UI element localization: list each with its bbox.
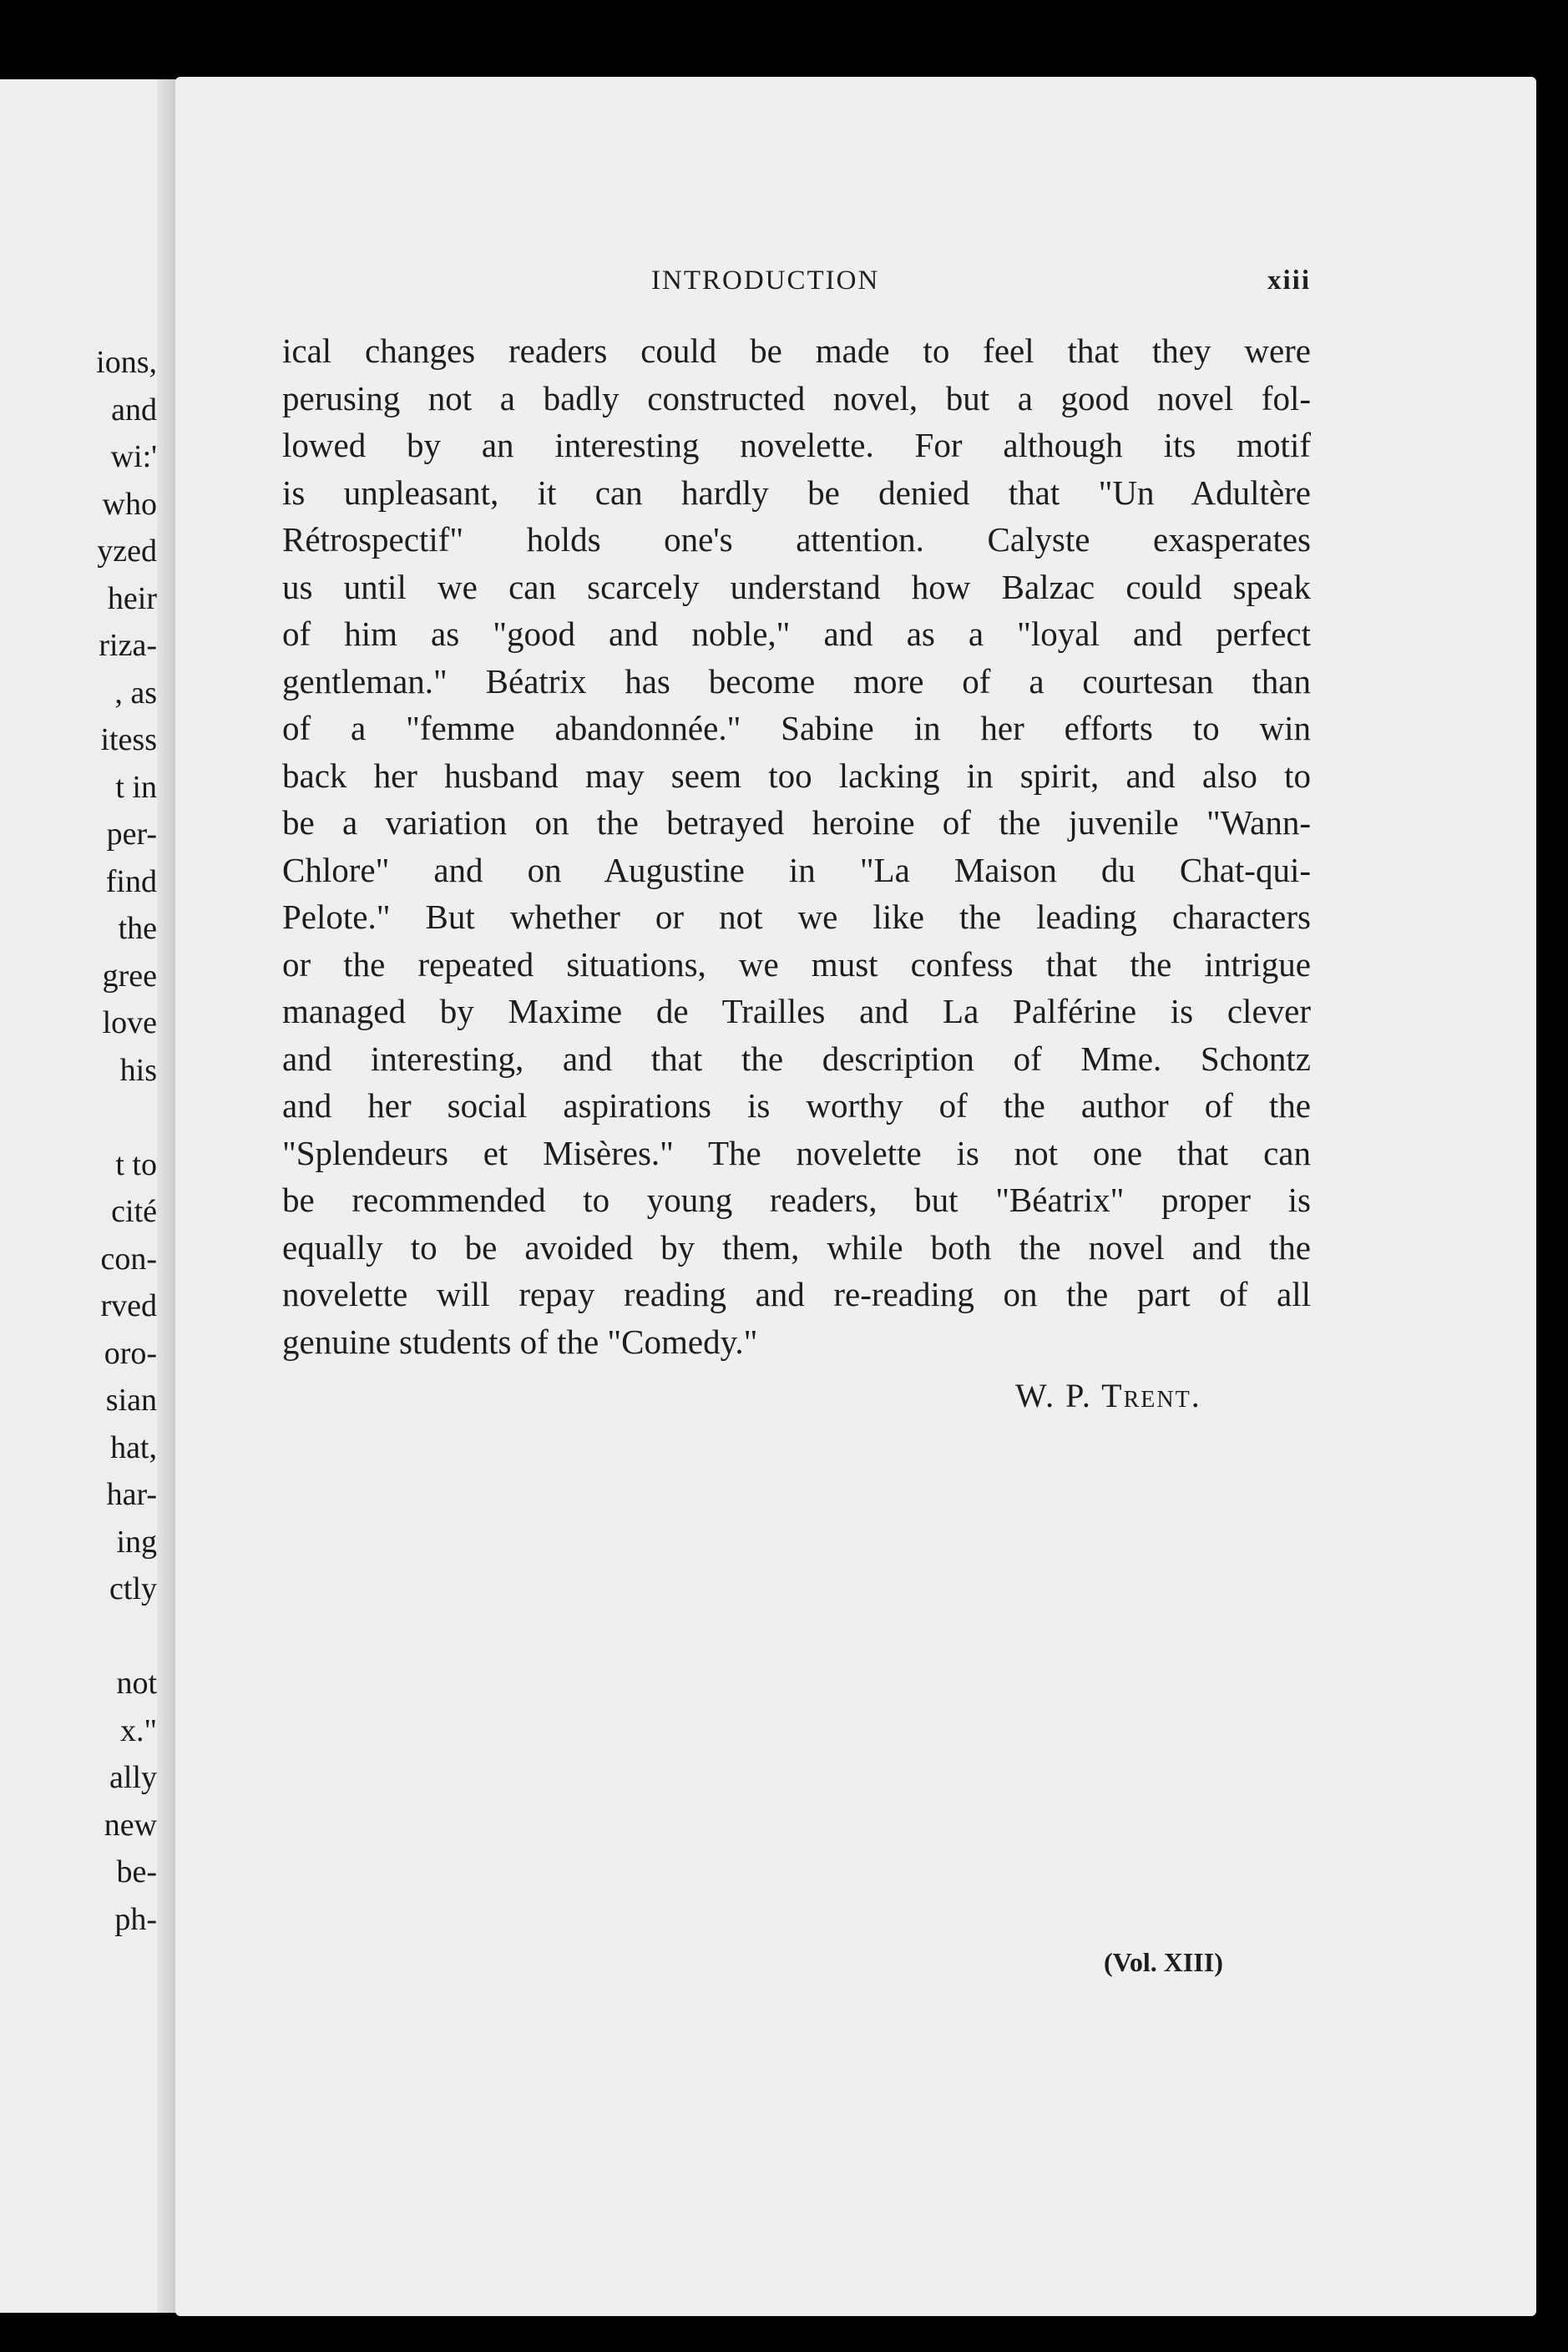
body-line: ical changes readers could be made to feel that they were	[282, 331, 1311, 370]
body-line: or the repeated situations, we must confess that the intrigue	[282, 944, 1311, 984]
page-number: xiii	[1267, 266, 1311, 296]
facing-page-line: riza-	[99, 628, 157, 663]
facing-page-line: t to	[115, 1147, 157, 1182]
facing-page-line: x."	[119, 1713, 157, 1748]
facing-page-line: not	[116, 1666, 157, 1701]
body-line: novelette will repay reading and re-reading on the part of all	[282, 1275, 1311, 1313]
facing-page-line: ing	[116, 1525, 157, 1560]
facing-page-line: love	[102, 1005, 157, 1040]
body-line: us until we can scarcely understand how Balzac could speak	[282, 567, 1311, 606]
facing-page-line: yzed	[97, 534, 157, 569]
facing-page-line: ions,	[96, 345, 157, 380]
running-title: INTRODUCTION	[651, 266, 880, 296]
body-line: and her social aspirations is worthy of the author of the	[282, 1086, 1311, 1125]
body-line: back her husband may seem too lacking in spirit, and also to	[282, 756, 1311, 795]
facing-page-line: find	[105, 864, 157, 899]
facing-page-line: new	[104, 1808, 157, 1843]
facing-page-line: oro-	[104, 1336, 157, 1371]
facing-page	[0, 79, 175, 2313]
facing-page-line: con-	[100, 1242, 157, 1277]
body-line: perusing not a badly constructed novel, but a good novel fol-	[282, 378, 1311, 417]
facing-page-line: cité	[111, 1194, 157, 1229]
facing-page-line: hat,	[110, 1430, 157, 1465]
facing-page-line: be-	[116, 1854, 157, 1889]
facing-page-line: and	[111, 392, 157, 427]
body-line: Pelote." But whether or not we like the leading characters	[282, 898, 1311, 936]
body-line: lowed by an interesting novelette. For although its motif	[282, 426, 1311, 464]
facing-page-line: who	[102, 487, 157, 522]
facing-page-line: ally	[109, 1760, 157, 1795]
facing-page-line: t in	[115, 770, 157, 805]
facing-page-line: heir	[107, 581, 157, 616]
body-line: Chlore" and on Augustine in "La Maison du Chat-qui-	[282, 850, 1311, 889]
volume-label: (Vol. XIII)	[1104, 1947, 1223, 1977]
facing-page-line: wi:'	[110, 439, 157, 474]
body-line: and interesting, and that the description of Mme. Schontz	[282, 1039, 1311, 1078]
body-line: "Splendeurs et Misères." The novelette is not one that can	[282, 1133, 1311, 1172]
body-line: be recommended to young readers, but "Béatrix" proper is	[282, 1181, 1311, 1219]
body-line: of him as "good and noble," and as a "loyal and perfect	[282, 615, 1311, 653]
facing-page-line: ph-	[114, 1902, 157, 1937]
body-line: genuine students of the "Comedy."	[282, 1322, 758, 1361]
facing-page-line: sian	[105, 1383, 157, 1418]
facing-page-line: per-	[106, 817, 157, 852]
facing-page-line: , as	[114, 675, 157, 711]
body-text	[282, 327, 1311, 1365]
body-line: equally to be avoided by them, while both the novel and the	[282, 1227, 1311, 1267]
facing-page-line: his	[119, 1053, 157, 1088]
facing-page-line: the	[118, 911, 157, 946]
facing-page-line: itess	[100, 722, 157, 757]
body-line: is unpleasant, it can hardly be denied that "Un Adultère	[282, 473, 1311, 512]
body-line: gentleman." Béatrix has become more of a courtesan than	[282, 661, 1311, 701]
body-line: of a "femme abandonnée." Sabine in her efforts to win	[282, 709, 1311, 747]
author-signature: W. P. Trent.	[1015, 1377, 1201, 1414]
running-header	[284, 266, 1311, 299]
facing-page-line: gree	[102, 959, 157, 994]
body-line: be a variation on the betrayed heroine of the juvenile "Wann-	[282, 803, 1311, 842]
facing-page-line: rved	[100, 1288, 157, 1323]
body-line: Rétrospectif" holds one's attention. Calyste exasperates	[282, 520, 1311, 559]
body-line: managed by Maxime de Trailles and La Palférine is clever	[282, 992, 1311, 1030]
facing-page-line: ctly	[109, 1571, 157, 1606]
facing-page-line: har-	[106, 1477, 157, 1512]
